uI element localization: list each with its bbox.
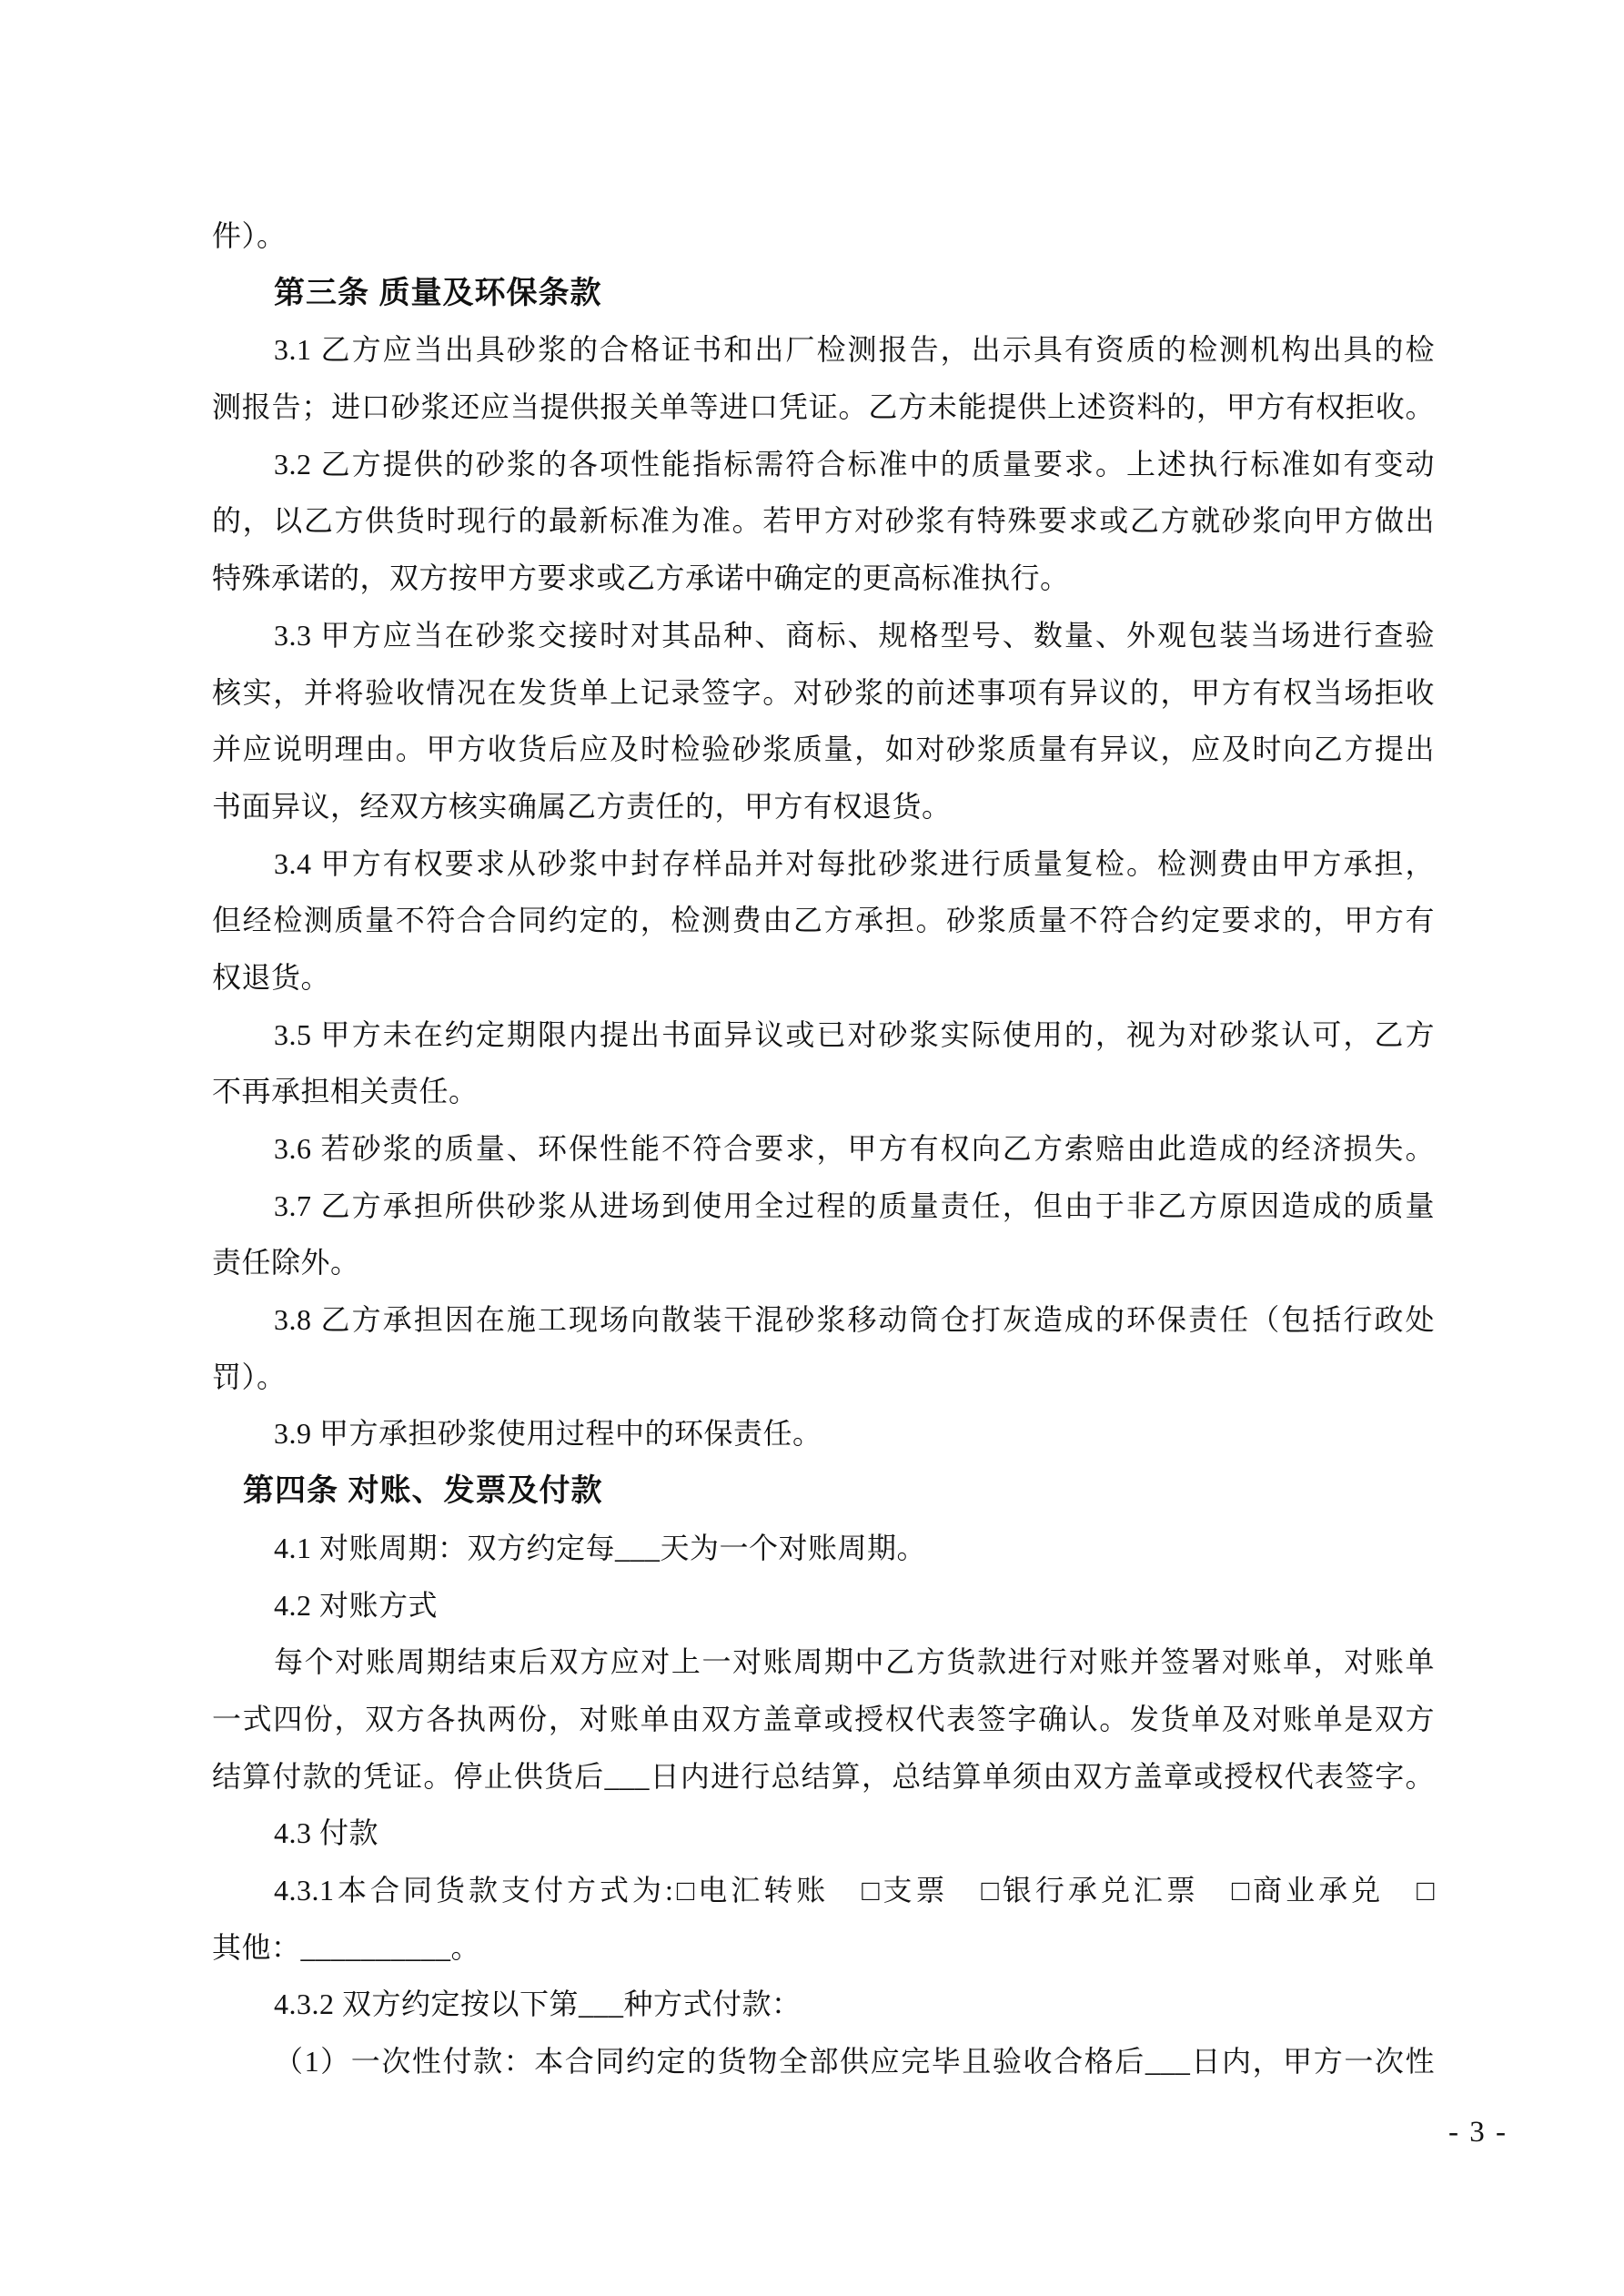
text-line: 3.4 甲方有权要求从砂浆中封存样品并对每批砂浆进行质量复检。检测费由甲方承担， (274, 846, 1435, 880)
text-line: 权退货。 (212, 960, 331, 994)
document-body (212, 207, 1435, 2090)
section-heading: 第三条 质量及环保条款 (274, 275, 602, 310)
text-line: 3.5 甲方未在约定期限内提出书面异议或已对砂浆实际使用的，视为对砂浆认可，乙方 (274, 1017, 1435, 1051)
text-line: （1）一次性付款：本合同约定的货物全部供应完毕且验收合格后___日内，甲方一次性 (274, 2045, 1435, 2078)
text-line: 的，以乙方供货时现行的最新标准为准。若甲方对砂浆有特殊要求或乙方就砂浆向甲方做出 (212, 504, 1435, 538)
text-line: 3.8 乙方承担因在施工现场向散装干混砂浆移动筒仓打灰造成的环保责任（包括行政处 (274, 1303, 1435, 1337)
text-line: 每个对账周期结束后双方应对上一对账周期中乙方货款进行对账并签署对账单，对账单 (274, 1645, 1435, 1679)
text-line: 3.1 乙方应当出具砂浆的合格证书和出厂检测报告，出示具有资质的检测机构出具的检 (274, 333, 1435, 367)
text-line: 3.3 甲方应当在砂浆交接时对其品种、商标、规格型号、数量、外观包装当场进行查验 (274, 618, 1435, 652)
text-line: 责任除外。 (212, 1246, 360, 1279)
text-line: 并应说明理由。甲方收货后应及时检验砂浆质量，如对砂浆质量有异议，应及时向乙方提出 (212, 733, 1435, 766)
text-line: 4.3 付款 (274, 1816, 379, 1850)
text-line: 不再承担相关责任。 (212, 1075, 479, 1108)
text-line: 书面异议，经双方核实确属乙方责任的，甲方有权退货。 (212, 789, 952, 823)
text-line: 3.7 乙方承担所供砂浆从进场到使用全过程的质量责任，但由于非乙方原因造成的质量 (274, 1188, 1435, 1222)
text-line: 罚）。 (212, 1360, 287, 1393)
text-line: 4.3.2 双方约定按以下第___种方式付款： (274, 1988, 802, 2021)
text-line: 但经检测质量不符合合同约定的，检测费由乙方承担。砂浆质量不符合约定要求的，甲方有 (212, 904, 1435, 937)
section-heading: 第四条 对账、发票及付款 (243, 1473, 603, 1509)
text-line: 其他：__________。 (212, 1930, 481, 1964)
text-line: 核实，并将验收情况在发货单上记录签字。对砂浆的前述事项有异议的，甲方有权当场拒收 (212, 675, 1435, 709)
text-line: 一式四份，双方各执两份，对账单由双方盖章或授权代表签字确认。发货单及对账单是双方 (212, 1702, 1435, 1735)
text-line: 结算付款的凭证。停止供货后___日内进行总结算，总结算单须由双方盖章或授权代表签字。 (212, 1759, 1435, 1793)
text-line: 4.3.1本合同货款支付方式为:□电汇转账 □支票 □银行承兑汇票 □商业承兑 □ (274, 1873, 1435, 1907)
text-line: 3.9 甲方承担砂浆使用过程中的环保责任。 (274, 1417, 822, 1451)
text-line: 测报告；进口砂浆还应当提供报关单等进口凭证。乙方未能提供上述资料的，甲方有权拒收。 (212, 390, 1435, 424)
page-number: - 3 - (1448, 2116, 1508, 2149)
text-line: 4.2 对账方式 (274, 1588, 439, 1622)
text-line: 4.1 对账周期：双方约定每___天为一个对账周期。 (274, 1531, 927, 1564)
text-line: 3.6 若砂浆的质量、环保性能不符合要求，甲方有权向乙方索赔由此造成的经济损失。 (274, 1132, 1435, 1165)
text-line: 特殊承诺的，双方按甲方要求或乙方承诺中确定的更高标准执行。 (212, 561, 1070, 595)
text-line: 3.2 乙方提供的砂浆的各项性能指标需符合标准中的质量要求。上述执行标准如有变动 (274, 447, 1435, 480)
text-line: 件）。 (212, 219, 287, 252)
